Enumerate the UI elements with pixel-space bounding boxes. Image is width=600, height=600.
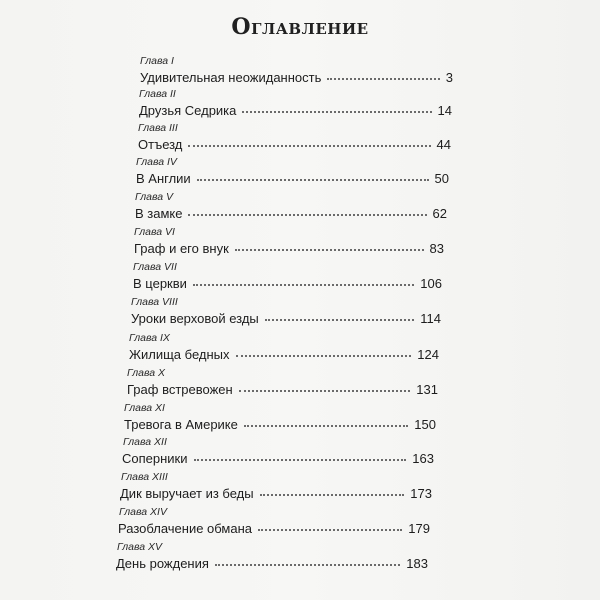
- chapter-name: Уроки верховой езды: [131, 311, 259, 326]
- chapter-label: Глава II: [139, 88, 176, 100]
- toc-entry: [0, 260, 600, 298]
- toc-entry: [0, 401, 600, 439]
- chapter-line: [120, 484, 432, 504]
- toc-entry: [0, 190, 600, 228]
- chapter-line: [124, 415, 436, 435]
- page-number: 150: [414, 417, 436, 432]
- leader-dots: [242, 101, 431, 113]
- page-number: 83: [429, 241, 444, 256]
- chapter-line: [140, 68, 453, 88]
- leader-dots: [194, 449, 407, 461]
- leader-dots: [236, 345, 412, 357]
- chapter-name: Удивительная неожиданность: [140, 70, 322, 85]
- page-number: 50: [434, 171, 449, 186]
- toc-entry: [0, 435, 600, 473]
- chapter-line: [136, 169, 449, 189]
- toc-entry: [0, 225, 600, 263]
- chapter-name: Тревога в Америке: [124, 417, 238, 432]
- leader-dots: [188, 204, 426, 216]
- chapter-name: Друзья Седрика: [139, 103, 237, 118]
- chapter-name: Граф и его внук: [134, 241, 229, 256]
- chapter-name: Отъезд: [138, 137, 183, 152]
- chapter-name: В Англии: [136, 171, 191, 186]
- leader-dots: [188, 135, 430, 147]
- leader-dots: [239, 380, 411, 392]
- page-number: 183: [406, 556, 428, 571]
- leader-dots: [197, 169, 429, 181]
- page-number: 44: [436, 137, 451, 152]
- chapter-label: Глава XII: [123, 436, 167, 448]
- chapter-line: [134, 239, 444, 259]
- chapter-line: [139, 101, 452, 121]
- toc-entry: [0, 470, 600, 508]
- toc-entry: [0, 331, 600, 369]
- chapter-line: [133, 274, 442, 294]
- leader-dots: [244, 415, 408, 427]
- leader-dots: [258, 519, 402, 531]
- leader-dots: [265, 309, 415, 321]
- page-number: 124: [417, 347, 439, 362]
- chapter-line: [131, 309, 441, 329]
- toc-entry: [0, 366, 600, 404]
- leader-dots: [235, 239, 424, 251]
- chapter-label: Глава XIII: [121, 471, 168, 483]
- chapter-line: [138, 135, 451, 155]
- chapter-name: День рождения: [116, 556, 209, 571]
- toc-entry: [0, 87, 600, 125]
- chapter-label: Глава V: [135, 191, 174, 203]
- chapter-label: Глава III: [138, 122, 178, 134]
- toc-entry: [0, 295, 600, 333]
- chapter-line: [129, 345, 439, 365]
- chapter-line: [118, 519, 430, 539]
- chapter-label: Глава IV: [136, 156, 177, 168]
- leader-dots: [327, 68, 439, 80]
- chapter-label: Глава VII: [133, 261, 177, 273]
- chapter-name: Дик выручает из беды: [120, 486, 254, 501]
- chapter-label: Глава XIV: [119, 506, 167, 518]
- chapter-name: Соперники: [122, 451, 188, 466]
- page-number: 14: [437, 103, 452, 118]
- chapter-name: Разоблачение обмана: [118, 521, 253, 536]
- chapter-label: Глава I: [140, 55, 174, 67]
- leader-dots: [260, 484, 405, 496]
- chapter-name: В замке: [135, 206, 183, 221]
- chapter-name: Жилища бедных: [129, 347, 230, 362]
- chapter-line: [127, 380, 438, 400]
- page-title: Оглавление: [231, 14, 369, 40]
- page-number: 173: [410, 486, 432, 501]
- toc-entry: [0, 540, 600, 578]
- chapter-line: [116, 554, 428, 574]
- chapter-label: Глава XV: [117, 541, 163, 553]
- page-number: 62: [432, 206, 447, 221]
- chapter-name: В церкви: [133, 276, 187, 291]
- chapter-label: Глава XI: [124, 402, 165, 414]
- toc-entry: [0, 155, 600, 193]
- page-number: 106: [420, 276, 442, 291]
- page-number: 3: [445, 70, 453, 85]
- chapter-name: Граф встревожен: [127, 382, 233, 397]
- chapter-label: Глава X: [127, 367, 166, 379]
- page-number: 163: [412, 451, 434, 466]
- chapter-line: [135, 204, 447, 224]
- toc-entry: [0, 121, 600, 159]
- leader-dots: [193, 274, 414, 286]
- chapter-label: Глава IX: [129, 332, 170, 344]
- leader-dots: [215, 554, 400, 566]
- chapter-line: [122, 449, 434, 469]
- chapter-label: Глава VIII: [131, 296, 178, 308]
- page-number: 114: [420, 311, 441, 326]
- chapter-label: Глава VI: [134, 226, 175, 238]
- page-number: 131: [416, 382, 438, 397]
- page-number: 179: [408, 521, 430, 536]
- toc-entry: [0, 505, 600, 543]
